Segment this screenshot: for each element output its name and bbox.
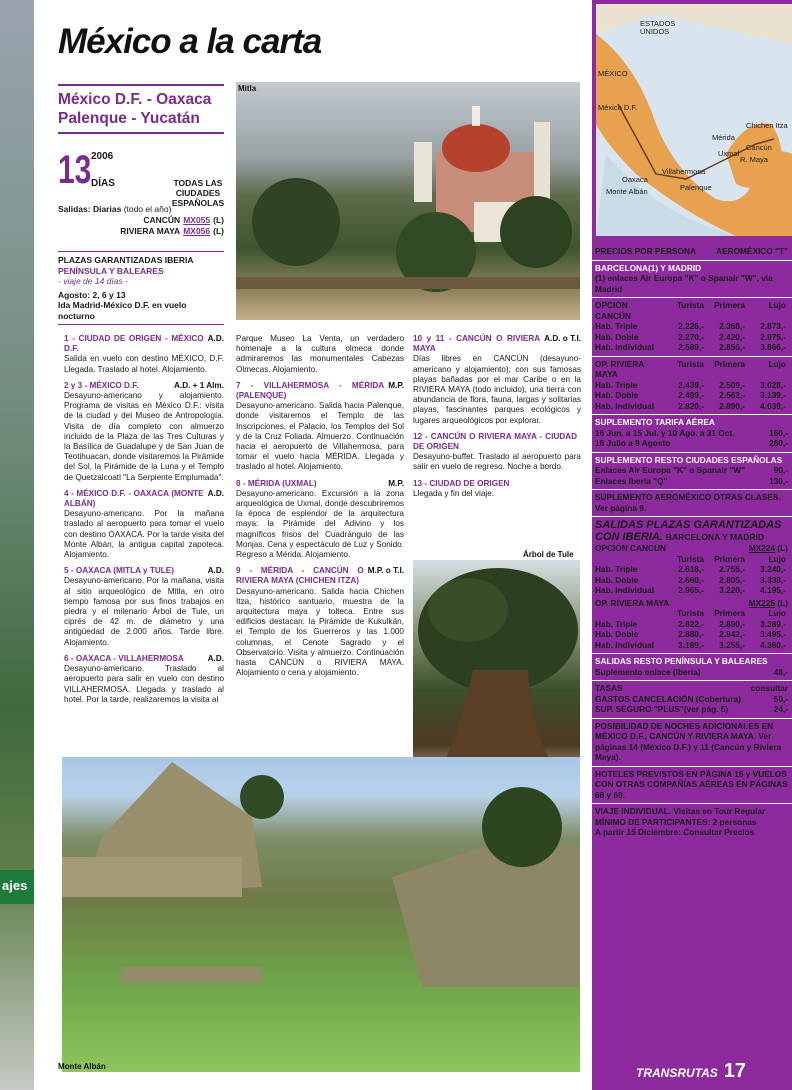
bcn-madrid-section: BARCELONA(1) Y MADRID (1) enlaces Air Europa "K" o Spanair "W", vía Madrid (592, 261, 792, 299)
price-header: PRECIOS POR PERSONA AEROMÉXICO "T" (592, 244, 792, 261)
price-row: Hab. Individual 3.189,- 3.255,- 4.360,- (595, 639, 786, 650)
guaranteed-seats-box (58, 251, 224, 325)
price-row: Hab. Doble 2.270,- 2.420,- 2.975,- (595, 331, 786, 342)
itinerary-day (413, 432, 581, 473)
guaranteed-section: SALIDAS PLAZAS GARANTIZADAS CON IBERIA. BARCELONA Y MADRID OPCIÓN CANCUN MX224 (L) Turista Primera Lujo Hab. Triple 2.618,- 2.755,- 3.240,- Hab. Doble 2.660,- 2.805,- 3.338,- Hab. Individual 2.965,- 3.220,- 4.195,- OP. RIVIERA MAYA MX225 (L) Turista Primera Lujo Hab. Triple 2.822,- 2.890,- 3.389,- Hab. Doble 2.880,- 2.942,- 3.495,- Hab. Individual 3.189,- 3.255,- 4.360,- (592, 517, 792, 654)
day-heading: 4 - MÉXICO D.F. - OAXACA (MONTE ALBÁN) A.D. (64, 488, 224, 509)
day-description: Llegada y fin del viaje. (413, 488, 495, 498)
itinerary-day (413, 334, 581, 426)
tule-caption: Árbol de Tule (523, 550, 574, 559)
aeromexico-supplement: SUPLEMENTO AEROMÉXICO OTRAS CLASES. Ver página 9. (592, 490, 792, 517)
days-number: 13 (58, 148, 92, 192)
air-fare-supplement: SUPLEMENTO TARIFA AÉREA 16 Jun. a 15 Jul. y 10 Ago. a 31 Oct. 160,- 16 Julio a 9 Agosto 260,- (592, 415, 792, 453)
map-label: México D.F. (598, 103, 638, 112)
mexico-map (596, 4, 792, 236)
price-col-header: OPCIÓN CANCÚN Turista Primera Lujo (595, 300, 786, 321)
day-heading: 10 y 11 - CANCÚN O RIVIERA MAYA A.D. o T.I. (413, 334, 581, 354)
price-table (592, 244, 792, 841)
itinerary-day (64, 566, 224, 648)
cancun-prices (592, 298, 792, 357)
day-heading: 12 - CANCÚN O RIVIERA MAYA - CIUDAD DE ORIGEN (413, 431, 577, 452)
itinerary-column-2 (236, 334, 404, 685)
day-description: Desayuno-americano. Por la mañana, visita al sitio arqueológico de Mitla, en otro tiempo famosa por sus finos trabajos en piedra y el milenario Árbol de Tule, un ciprés de 42 m. de diámetro y una antigüedad de 2.000 años. Tarde libre. Alojamiento. (64, 576, 224, 647)
itinerary-column-1 (64, 334, 224, 711)
itinerary-day (236, 479, 404, 561)
day-description: Desayuno-buffet. Traslado al aeropuerto para salir en vuelo de regreso. Noche a bordo. (413, 452, 581, 472)
price-row: Hab. Triple 2.226,- 2.368,- 2.873,- (595, 321, 786, 331)
peninsula-section: SALIDAS RESTO PENÍNSULA Y BALEARES Suplemento enlace (Iberia) 48,- (592, 654, 792, 681)
day-heading: 8 - MÉRIDA (UXMAL) M.P. (236, 478, 404, 488)
price-row: Hab. Individual 2.965,- 3.220,- 4.195,- (595, 585, 786, 595)
price-row: Hab. Triple 2.618,- 2.755,- 3.240,- (595, 564, 786, 574)
plazas-trip: - viaje de 14 días - (58, 276, 128, 286)
fees-section: TASAS consultar GASTOS CANCELACIÓN (Cobertura) 50,- SUP. SEGURO "PLUS"(ver pág. 5) 24,- (592, 681, 792, 719)
map-label: Monte Albán (606, 187, 648, 196)
guaranteed-option: OPCIÓN CANCUN MX224 (L) (595, 543, 788, 553)
route-line-1: México D.F. - Oaxaca (58, 91, 212, 108)
itinerary-day (64, 654, 224, 705)
day-description: Desayuno-americano. Traslado al aeropuerto para salir en vuelo con destino VILLAHERMOSA. Llegada y traslado al hotel. Por la tarde, realizaremos la visita al (64, 664, 224, 704)
adjacent-page-tab: ajes (0, 870, 34, 904)
tule-tree-illustration (413, 560, 580, 778)
year: 2006 (91, 151, 114, 162)
map-label: MÉXICO (598, 69, 628, 78)
itinerary-day (236, 381, 404, 473)
days-label: DÍAS (91, 178, 115, 189)
supplement-row: 16 Jun. a 15 Jul. y 10 Ago. a 31 Oct. 160,- (595, 427, 788, 438)
itinerary-column-3 (413, 334, 581, 505)
plazas-outbound: Ida Madrid-México D.F. en vuelo nocturno (58, 300, 187, 321)
day-heading: 2 y 3 - MÉXICO D.F. A.D. + 1 Alm. (64, 380, 224, 390)
plazas-title: PLAZAS GARANTIZADAS IBERIA (58, 255, 194, 265)
day-description: Desayuno-americano. Excursión a la zona arqueológica de Uxmal, donde descubriremos la época de esplendor de la arquitectura maya: la Pirámide del Adivino y los magníficos frisos del Cuadrángulo de las Monjas. Cena y espectáculo de Luz y Sonido. Regreso a Mérida. Alojamiento. (236, 488, 404, 560)
mitla-church-illustration (236, 82, 580, 320)
day-description: Parque Museo La Venta, un verdadero homenaje a la cultura olmeca donde admiraremos las monumentales Cabezas Olmecas. Alojamiento. (236, 334, 404, 374)
day-heading: 13 - CIUDAD DE ORIGEN (413, 478, 510, 488)
day-heading: 6 - OAXACA - VILLAHERMOSA A.D. (64, 653, 224, 663)
cancun-code-link[interactable]: MX055 (183, 214, 211, 225)
day-heading: 1 - CIUDAD DE ORIGEN - MÉXICO D.F. A.D. (64, 334, 224, 354)
page-title: México a la carta (58, 22, 322, 61)
monte-alban-caption: Monte Albán (58, 1062, 106, 1071)
supplement-row: Enlaces Air Europa "K" o Spanair "W" 90,- (595, 465, 788, 475)
monte-alban-photo (62, 757, 580, 1072)
tule-tree-photo (413, 560, 580, 778)
map-label: Oaxaca (622, 175, 648, 184)
map-label: Palenque (680, 183, 712, 192)
day-heading: 5 - OAXACA (MITLA y TULE) A.D. (64, 566, 224, 576)
day-heading: 9 - MÉRIDA - CANCÚN O RIVIERA MAYA (CHICHEN ITZA) M.P. o T.I. (236, 566, 404, 586)
departures-block (58, 204, 224, 237)
price-col-header: OP. RIVIERA MAYA Turista Primera Lujo (595, 358, 786, 379)
price-row: Hab. Doble 2.660,- 2.805,- 3.338,- (595, 574, 786, 585)
supplement-row: Enlaces Iberia "Q" 130,- (595, 475, 788, 486)
mitla-photo (236, 82, 580, 320)
price-row: Hab. Triple 2.439,- 2.509,- 3.028,- (595, 379, 786, 390)
mitla-caption: Mitla (238, 84, 257, 93)
day-description: Desayuno-americano. Salida hacia Chichen Itza, histórico santuario, muestra de la arquitectura maya y tolteca. Entre sus edificios destacan: la Pirámide de Kukulkán, el Templo de los Guerreros y las 1.000 columnas, el Cenote Sagrado y el Observatorio. Visita y almuerzo. Continuación hasta CANCÚN o RIVIERA MAYA. Alojamiento o cena y alojamiento. (236, 586, 404, 678)
route-map (596, 4, 792, 236)
individual-travel-note: VIAJE INDIVIDUAL. Visitas en Tour Regular MÍNIMO DE PARTICIPANTES: 2 personas A partir 15 Diciembre: Consultar Precios (595, 806, 766, 837)
departures-line: Salidas: Diarias (todo el año) (58, 204, 172, 214)
supplement-row: 16 Julio a 9 Agosto 260,- (595, 438, 788, 448)
riviera-prices (592, 357, 792, 416)
map-label: Villahermosa (662, 167, 706, 176)
map-label: R. Maya (740, 155, 768, 164)
page-number: 17 (723, 1060, 747, 1082)
departure-cities: TODAS LAS CIUDADES ESPAÑOLAS (171, 178, 225, 208)
price-row: Hab. Individual 2.589,- 2.856,- 3.866,- (595, 342, 786, 352)
other-cities-supplement: SUPLEMENTO RESTO CIUDADES ESPAÑOLAS Enlaces Air Europa "K" o Spanair "W" 90,- Enlaces Iberia "Q" 130,- (592, 453, 792, 491)
route-line-2: Palenque - Yucatán (58, 110, 200, 127)
map-label: ESTADOS UNIDOS (640, 19, 676, 36)
duration-block (58, 148, 228, 208)
monte-alban-illustration (62, 757, 580, 1072)
map-label: Mérida (712, 133, 735, 142)
price-row: Hab. Doble 2.499,- 2.562,- 3.139,- (595, 390, 786, 400)
itinerary-day (236, 566, 404, 678)
itinerary-day (64, 489, 224, 560)
route-box (58, 84, 224, 134)
riviera-code-row: RIVIERA MAYA MX056 (L) (120, 225, 224, 236)
cancun-code-row: CANCÚN MX055 (L) (143, 214, 224, 225)
adjacent-page-edge (0, 0, 34, 1090)
extra-nights-note: POSIBILIDAD DE NOCHES ADICIONALES EN MÉXICO D.F., CANCÚN Y RIVIERA MAYA. Ver páginas 14 (México D.F.) y 11 (Cancún y Riviera Maya). (592, 719, 792, 767)
day-description: Desayuno-americano. Por la mañana traslado al aeropuerto para tomar el vuelo con destino OAXACA. Por la tarde visita del Monte Albán, la antigua capital zapoteca. Alojamiento. (64, 509, 224, 560)
itinerary-day (64, 334, 224, 375)
map-label: Uxmal (718, 149, 740, 158)
map-label: Chichen Itza (746, 121, 788, 130)
day-description: Días libres en CANCÚN (desayuno-americano y alojamiento), con sus famosas playas bañadas por el mar Caribe o en la RIVIERA MAYA (todo incluido), una tierra con abundancia de flora, fauna, largas y solitarias playas, fascinantes parques ecológicos y lugares arqueológicos por explorar. (413, 354, 581, 425)
day-description: Desayuno-americano y alojamiento. Programa de visitas en México D.F.: visita de la ciudad y del Museo de Antropología. Visita de día completo con almuerzo incluido de la Plaza de las Tres Culturas y la Basílica de Guadalupe y de San Juan de Teotihuacan, donde visitaremos la Pirámide del Sol, la Pirámide de la Luna y el Templo de Quetzalcoatl "La Serpiente Emplumada". (64, 391, 224, 482)
plazas-august: Agosto: 2, 6 y 13 (58, 289, 126, 300)
day-heading: 7 - VILLAHERMOSA - MÉRIDA (PALENQUE) M.P. (236, 380, 404, 401)
day-description: Salida en vuelo con destino MÉXICO, D.F. Llegada. Traslado al hotel. Alojamiento. (64, 354, 224, 374)
guaranteed-option: OP. RIVIERA MAYA MX225 (L) (595, 597, 788, 608)
price-row: Hab. Individual 2.820,- 2.890,- 4.039,- (595, 400, 786, 411)
price-row: Hab. Doble 2.880,- 2.942,- 3.495,- (595, 629, 786, 639)
day-description: Desayuno-americano. Salida hacia Palenque, donde visitaremos el Templo de las Inscripciones, el Palacio, los Templos del Sol y de la Cruz Foliada. Almuerzo. Continuación hacia el aeropuerto de Villahermosa, para tomar el vuelo hacia MÉRIDA. Llegada y traslado al hotel. Alojamiento. (236, 401, 404, 472)
map-label: Cancún (746, 143, 772, 152)
plazas-subtitle: PENÍNSULA Y BALEARES (58, 265, 164, 276)
itinerary-day (413, 479, 581, 499)
hotels-note: HOTELES PREVISTOS EN PÁGINA 15 y VUELOS CON OTRAS COMPAÑÍAS AÉREAS EN PÁGINAS 68 y 69. (592, 767, 792, 805)
brand-name: TRANSRUTAS (636, 1066, 718, 1080)
riviera-code-link[interactable]: MX056 (183, 225, 211, 236)
page-footer (636, 1060, 746, 1083)
itinerary-day (236, 334, 404, 375)
price-row: Hab. Triple 2.822,- 2.890,- 3.389,- (595, 618, 786, 629)
itinerary-day (64, 381, 224, 483)
